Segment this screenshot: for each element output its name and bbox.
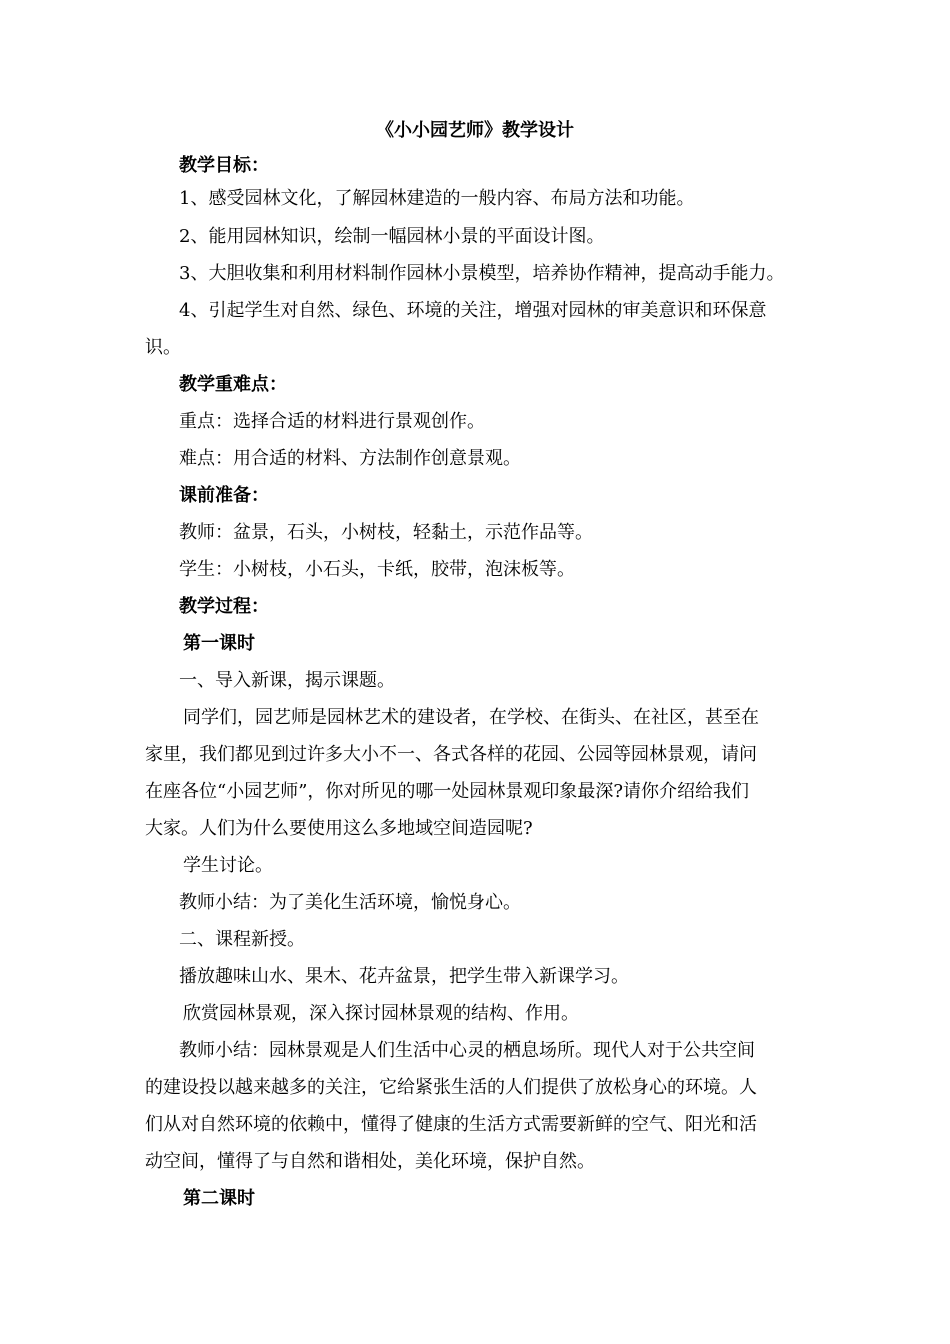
key-point: 重点：选择合适的材料进行景观创作。	[179, 411, 485, 432]
step-one-heading: 一、导入新课，揭示课题。	[179, 670, 395, 691]
document-title: 《小小园艺师》教学设计	[376, 120, 574, 141]
objective-item-2: 2、能用园林知识，绘制一幅园林小景的平面设计图。	[179, 226, 605, 247]
intro-paragraph-line3: 在座各位“小园艺师”，你对所见的哪一处园林景观印象最深?请你介绍给我们	[145, 781, 750, 802]
student-discussion: 学生讨论。	[183, 855, 273, 876]
play-bonsai-text: 播放趣味山水、果木、花卉盆景，把学生带入新课学习。	[179, 966, 629, 987]
preparation-heading: 课前准备：	[179, 485, 269, 506]
teacher-summary-two-line3: 们从对自然环境的依赖中，懂得了健康的生活方式需要新鲜的空气、阳光和活	[145, 1114, 757, 1135]
teacher-summary-two-line1: 教师小结：园林景观是人们生活中心灵的栖息场所。现代人对于公共空间	[179, 1040, 755, 1061]
objectives-heading: 教学目标：	[179, 155, 269, 176]
step-two-heading: 二、课程新授。	[179, 929, 305, 950]
objective-item-3: 3、大胆收集和利用材料制作园林小景模型，培养协作精神，提高动手能力。	[179, 263, 785, 284]
teacher-summary-two-line4: 动空间，懂得了与自然和谐相处，美化环境，保护自然。	[145, 1151, 595, 1172]
appreciate-garden-text: 欣赏园林景观，深入探讨园林景观的结构、作用。	[183, 1003, 579, 1024]
teacher-preparation: 教师：盆景，石头，小树枝，轻黏土，示范作品等。	[179, 522, 593, 543]
teacher-summary-one: 教师小结：为了美化生活环境，愉悦身心。	[179, 892, 521, 913]
objective-item-4-line2: 识。	[145, 337, 181, 358]
key-points-heading: 教学重难点：	[179, 374, 287, 395]
intro-paragraph-line4: 大家。人们为什么要使用这么多地域空间造园呢?	[145, 818, 533, 839]
objective-item-4-line1: 4、引起学生对自然、绿色、环境的关注，增强对园林的审美意识和环保意	[179, 300, 767, 321]
difficult-point: 难点：用合适的材料、方法制作创意景观。	[179, 448, 521, 469]
teacher-summary-two-line2: 的建设投以越来越多的关注，它给紧张生活的人们提供了放松身心的环境。人	[145, 1077, 757, 1098]
objective-item-1: 1、感受园林文化，了解园林建造的一般内容、布局方法和功能。	[179, 188, 695, 209]
intro-paragraph-line1: 同学们，园艺师是园林艺术的建设者，在学校、在街头、在社区，甚至在	[183, 707, 759, 728]
lesson-two-heading: 第二课时	[183, 1188, 255, 1209]
student-preparation: 学生：小树枝，小石头，卡纸，胶带，泡沫板等。	[179, 559, 575, 580]
intro-paragraph-line2: 家里，我们都见到过许多大小不一、各式各样的花园、公园等园林景观，请问	[145, 744, 757, 765]
process-heading: 教学过程：	[179, 596, 269, 617]
lesson-one-heading: 第一课时	[183, 633, 255, 654]
